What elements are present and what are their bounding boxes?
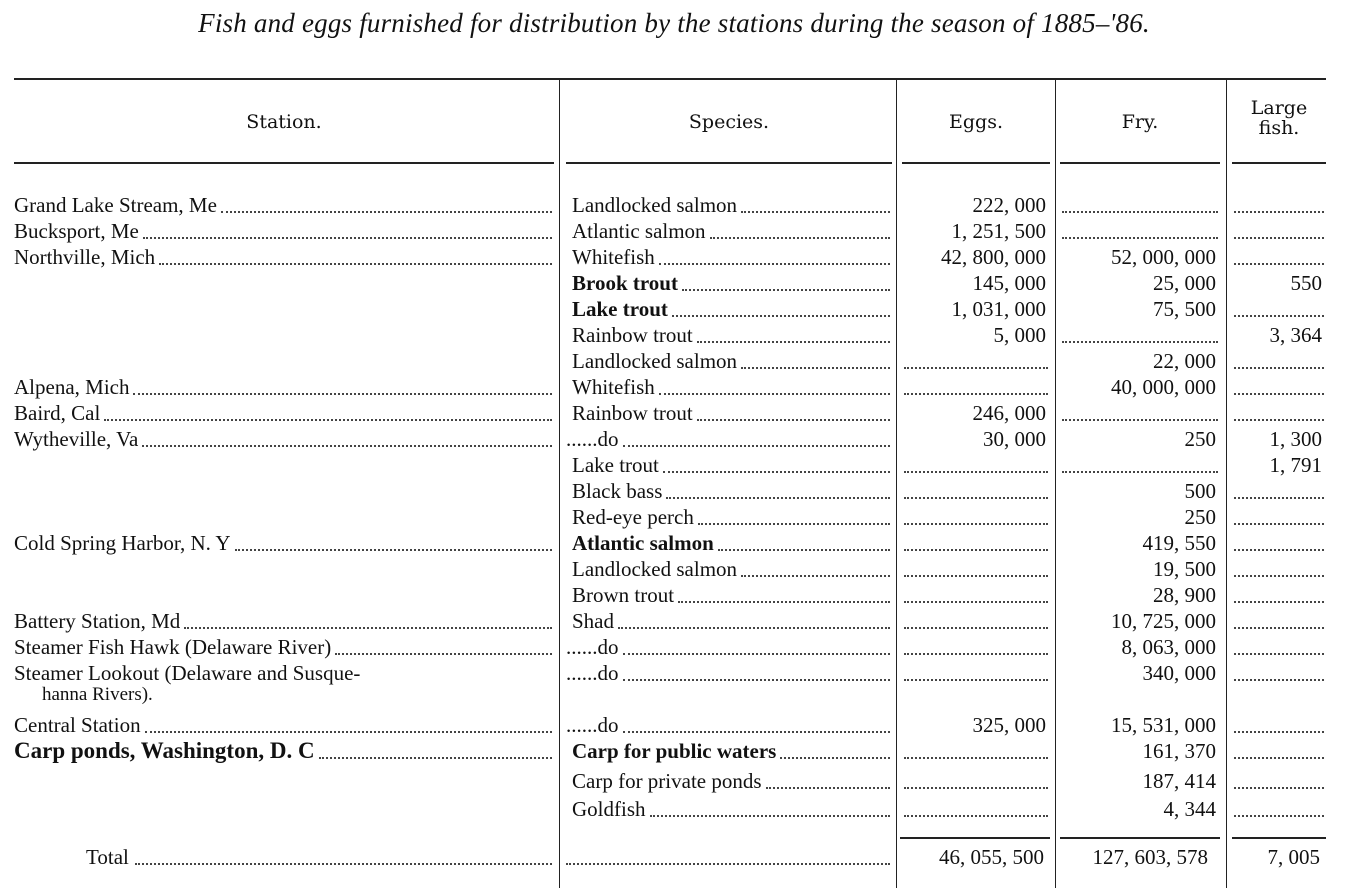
species-leader: [650, 813, 891, 817]
eggs-cell: 30, 000: [983, 427, 1046, 451]
species-cell: Whitefish: [572, 375, 655, 399]
eggs-leader: [904, 755, 1048, 759]
header-rule: [1232, 162, 1326, 164]
eggs-cell: 1, 251, 500: [951, 219, 1046, 243]
total-label: Total: [86, 845, 129, 869]
large-leader: [1234, 651, 1324, 655]
fry-cell: 250: [1184, 427, 1216, 451]
eggs-leader: [904, 573, 1048, 577]
fry-leader: [1062, 235, 1218, 239]
eggs-leader: [904, 625, 1048, 629]
total-rule: [1232, 837, 1326, 839]
fry-cell: 75, 500: [1153, 297, 1216, 321]
species-cell: Rainbow trout: [572, 323, 693, 347]
eggs-leader: [904, 495, 1048, 499]
species-cell: Brook trout: [572, 271, 678, 295]
station-cell: Alpena, Mich: [14, 375, 130, 399]
species-leader: [741, 573, 890, 577]
species-leader: [659, 391, 890, 395]
header-station: Station.: [246, 111, 322, 133]
species-cell: Goldfish: [572, 797, 646, 821]
fry-leader: [1062, 469, 1218, 473]
fry-cell: 10, 725, 000: [1111, 609, 1216, 633]
species-leader: [623, 443, 891, 447]
header-rule: [566, 162, 892, 164]
species-leader: [618, 625, 890, 629]
species-leader: [678, 599, 890, 603]
species-leader: [682, 287, 890, 291]
species-cell: Whitefish: [572, 245, 655, 269]
species-leader: [672, 313, 890, 317]
station-leader: [143, 235, 552, 239]
species-leader: [741, 365, 890, 369]
station-cell: Central Station: [14, 713, 141, 737]
large-leader: [1234, 261, 1324, 265]
large-leader: [1234, 729, 1324, 733]
total-rule: [1060, 837, 1220, 839]
large-leader: [1234, 365, 1324, 369]
species-cell: Black bass: [572, 479, 663, 503]
header-rule: [1060, 162, 1220, 164]
fry-cell: 340, 000: [1142, 661, 1216, 685]
column-rule: [559, 80, 560, 888]
species-cell: ......do: [566, 713, 619, 737]
species-leader: [718, 547, 890, 551]
eggs-leader: [904, 813, 1048, 817]
station-leader: [159, 261, 552, 265]
species-leader: [766, 785, 890, 789]
species-leader: [710, 235, 890, 239]
species-cell: Carp for public waters: [572, 739, 777, 763]
large-leader: [1234, 417, 1324, 421]
eggs-cell: 222, 000: [972, 193, 1046, 217]
species-cell: ......do: [566, 661, 619, 685]
eggs-cell: 42, 800, 000: [941, 245, 1046, 269]
eggs-leader: [904, 365, 1048, 369]
fry-cell: 19, 500: [1153, 557, 1216, 581]
fry-leader: [1062, 417, 1218, 421]
header-rule: [14, 162, 554, 164]
species-leader: [659, 261, 890, 265]
species-leader: [697, 339, 890, 343]
header-species: Species.: [688, 111, 770, 133]
top-rule: [14, 78, 1326, 80]
fry-cell: 419, 550: [1142, 531, 1216, 555]
eggs-leader: [904, 521, 1048, 525]
total-species-leader: [566, 861, 890, 865]
species-cell: ......do: [566, 427, 619, 451]
species-leader: [698, 521, 890, 525]
eggs-leader: [904, 469, 1048, 473]
station-cell: Steamer Fish Hawk (Delaware River): [14, 635, 332, 659]
species-cell: Red-eye perch: [572, 505, 694, 529]
large-leader: [1234, 547, 1324, 551]
large-cell: 550: [1290, 271, 1322, 295]
large-leader: [1234, 313, 1324, 317]
species-cell: Atlantic salmon: [572, 531, 714, 555]
fry-cell: 8, 063, 000: [1121, 635, 1216, 659]
species-leader: [780, 755, 890, 759]
station-cell: Steamer Lookout (Delaware and Susque-: [14, 661, 361, 685]
eggs-leader: [904, 599, 1048, 603]
station-leader: [221, 209, 552, 213]
fry-cell: 40, 000, 000: [1111, 375, 1216, 399]
fry-cell: 22, 000: [1153, 349, 1216, 373]
large-leader: [1234, 209, 1324, 213]
species-leader: [697, 417, 890, 421]
large-leader: [1234, 235, 1324, 239]
large-cell: 3, 364: [1269, 323, 1322, 347]
large-leader: [1234, 625, 1324, 629]
species-leader: [663, 469, 890, 473]
fry-cell: 25, 000: [1153, 271, 1216, 295]
station-cell: Bucksport, Me: [14, 219, 139, 243]
species-leader: [741, 209, 890, 213]
fry-leader: [1062, 209, 1218, 213]
species-cell: Landlocked salmon: [572, 557, 738, 581]
species-leader: [666, 495, 890, 499]
eggs-cell: 246, 000: [972, 401, 1046, 425]
station-cell: Carp ponds, Washington, D. C: [14, 738, 315, 763]
station-leader: [184, 625, 552, 629]
column-rule: [1055, 80, 1056, 888]
column-rule: [896, 80, 897, 888]
large-leader: [1234, 573, 1324, 577]
column-rule: [1226, 80, 1227, 888]
species-cell: Shad: [572, 609, 614, 633]
large-cell: 1, 300: [1269, 427, 1322, 451]
station-leader: [133, 391, 552, 395]
eggs-leader: [904, 785, 1048, 789]
station-leader: [235, 547, 552, 551]
species-cell: Rainbow trout: [572, 401, 693, 425]
species-leader: [623, 651, 891, 655]
station-cell: Grand Lake Stream, Me: [14, 193, 217, 217]
station-leader: [145, 729, 552, 733]
species-leader: [623, 677, 891, 681]
header-eggs: Eggs.: [949, 111, 1003, 133]
large-leader: [1234, 677, 1324, 681]
large-leader: [1234, 785, 1324, 789]
species-cell: Lake trout: [572, 297, 668, 321]
fry-cell: 250: [1184, 505, 1216, 529]
species-cell: Landlocked salmon: [572, 193, 738, 217]
station-cell: Baird, Cal: [14, 401, 101, 425]
large-leader: [1234, 391, 1324, 395]
header-fry: Fry.: [1121, 111, 1159, 133]
eggs-cell: 5, 000: [993, 323, 1046, 347]
large-leader: [1234, 813, 1324, 817]
large-leader: [1234, 495, 1324, 499]
station-cell: Wytheville, Va: [14, 427, 139, 451]
total-rule: [900, 837, 1050, 839]
station-leader: [335, 651, 552, 655]
header-rule: [902, 162, 1050, 164]
eggs-leader: [904, 547, 1048, 551]
species-cell: ......do: [566, 635, 619, 659]
fry-leader: [1062, 339, 1218, 343]
station-cell: Northville, Mich: [14, 245, 156, 269]
species-cell: Carp for private ponds: [572, 769, 762, 793]
species-leader: [623, 729, 891, 733]
species-cell: Lake trout: [572, 453, 659, 477]
fry-cell: 161, 370: [1142, 739, 1216, 763]
station-cell-continued: hanna Rivers).: [42, 684, 153, 705]
eggs-leader: [904, 677, 1048, 681]
eggs-cell: 145, 000: [972, 271, 1046, 295]
large-leader: [1234, 755, 1324, 759]
table-title: Fish and eggs furnished for distribution by the stations during the season of 1885–'86.: [198, 8, 1150, 38]
fry-cell: 187, 414: [1142, 769, 1216, 793]
large-leader: [1234, 521, 1324, 525]
station-cell: Battery Station, Md: [14, 609, 181, 633]
total-fry: 127, 603, 578: [1092, 845, 1208, 869]
large-cell: 1, 791: [1269, 453, 1322, 477]
total-leader: [135, 861, 552, 865]
total-large: 7, 005: [1267, 845, 1320, 869]
station-cell: Cold Spring Harbor, N. Y: [14, 531, 231, 555]
large-leader: [1234, 599, 1324, 603]
eggs-leader: [904, 391, 1048, 395]
fry-cell: 15, 531, 000: [1111, 713, 1216, 737]
header-large-fish: Large fish.: [1250, 97, 1308, 139]
station-leader: [319, 755, 552, 759]
fry-cell: 500: [1184, 479, 1216, 503]
fry-cell: 52, 000, 000: [1111, 245, 1216, 269]
station-leader: [104, 417, 552, 421]
fry-cell: 28, 900: [1153, 583, 1216, 607]
eggs-leader: [904, 651, 1048, 655]
species-cell: Brown trout: [572, 583, 675, 607]
species-cell: Landlocked salmon: [572, 349, 738, 373]
species-cell: Atlantic salmon: [572, 219, 706, 243]
station-leader: [142, 443, 552, 447]
total-eggs: 46, 055, 500: [939, 845, 1044, 869]
fry-cell: 4, 344: [1163, 797, 1216, 821]
eggs-cell: 1, 031, 000: [951, 297, 1046, 321]
eggs-cell: 325, 000: [972, 713, 1046, 737]
